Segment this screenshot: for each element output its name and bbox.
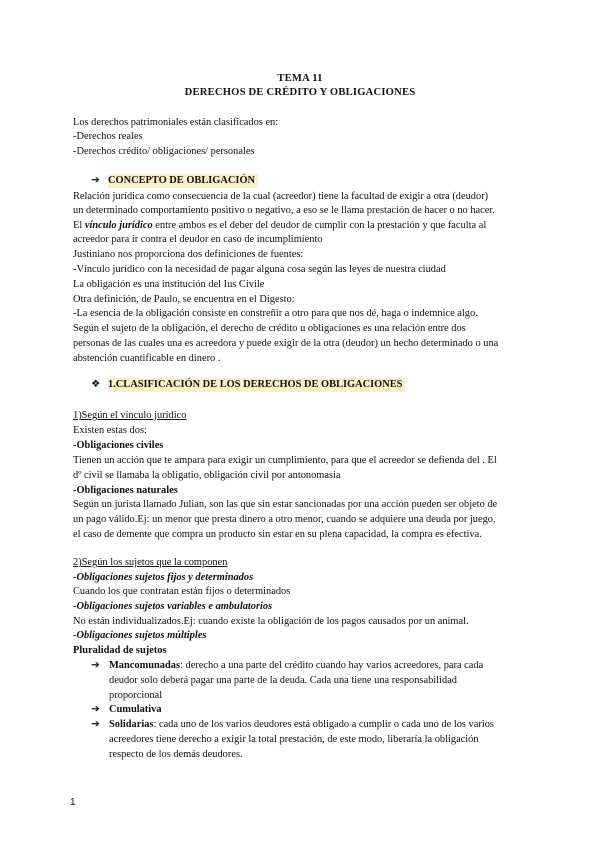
paragraph-line: Según el sujeto de la obligación, el derecho de crédito u obligaciones es una relación entre dos	[73, 323, 466, 334]
bold-term: Obligaciones civiles	[76, 440, 164, 451]
bold-term: Cumulativa	[109, 704, 162, 715]
intro-line: -Derechos crédito/ obligaciones/ personales	[73, 146, 255, 157]
paragraph-line: un pago válido.Ej: un menor que presta dinero a otro menor, cuando se adquiere una deuda por juego,	[73, 514, 496, 525]
item-title	[73, 484, 178, 498]
subsection-heading: 1)Según el vínculo jurídico	[73, 410, 187, 421]
paragraph-line: acreedor para ir contra el deudor en caso de incumplimiento	[73, 234, 323, 245]
text-run: : derecho a una parte del crédito cuando hay varios acreedores, para cada	[180, 660, 484, 671]
list-item-cont: proporcional	[109, 690, 163, 701]
paragraph-line: La obligación es una institución del Ius Civile	[73, 279, 265, 290]
diamond-bullet-icon: ❖	[91, 379, 101, 390]
page-number: 1	[70, 797, 76, 808]
item-title	[73, 629, 206, 643]
list-item	[109, 659, 483, 673]
title-line-2: DERECHOS DE CRÉDITO Y OBLIGACIONES	[184, 87, 416, 98]
paragraph-line: Existen estas dos:	[73, 425, 147, 436]
subsection-heading: 2)Según los sujetos que la componen	[73, 557, 228, 568]
text-run: entre ambos es el deber del deudor de cumplir con la prestación y que faculta al	[152, 220, 487, 231]
section-heading: CONCEPTO DE OBLIGACIÓN	[108, 174, 258, 188]
paragraph-line: personas de las cuales una es acreedora y puede exigir de la otra (deudor) un hecho determinado o una	[73, 338, 499, 349]
bold-term: Obligaciones naturales	[76, 485, 178, 496]
text-run: El	[73, 220, 85, 231]
intro-line: Los derechos patrimoniales están clasificados en:	[73, 117, 279, 128]
paragraph-line: -Vínculo jurídico con la necesidad de pagar alguna cosa según las leyes de nuestra ciudad	[73, 264, 446, 275]
title-line-1: TEMA 11	[277, 73, 323, 84]
paragraph-line: Otra definición, de Paulo, se encuentra en el Digesto:	[73, 294, 295, 305]
arrow-icon: ➔	[91, 175, 100, 186]
item-title	[73, 644, 167, 658]
list-item	[109, 703, 162, 717]
section-heading: 1.CLASIFICACIÓN DE LOS DERECHOS DE OBLIGACIONES	[108, 378, 405, 392]
dash: -	[73, 601, 77, 612]
paragraph-line: el caso de demente que compra un producto sin estar en su plena capacidad, la compra es efectiva.	[73, 529, 482, 540]
arrow-icon: ➔	[91, 660, 100, 671]
bold-term: Obligaciones sujetos variables e ambulatorios	[76, 601, 273, 612]
arrow-icon: ➔	[91, 704, 100, 715]
paragraph-line: dº civil se llamaba la obligatio, obligación civil por antonomasia	[73, 470, 341, 481]
item-title	[73, 600, 272, 614]
item-title	[73, 571, 253, 585]
dash: -	[73, 440, 77, 451]
paragraph-line: No están individualizados.Ej: cuando existe la obligación de los pagos causados por un animal.	[73, 616, 469, 627]
list-item-cont: deudor solo deberá pagar una parte de la deuda. Cada una tiene una responsabilidad	[109, 675, 457, 686]
bold-term: Mancomunadas	[109, 660, 181, 671]
bold-term: vínculo jurídico	[84, 220, 153, 231]
list-item	[109, 718, 494, 732]
arrow-icon: ➔	[91, 719, 100, 730]
paragraph-line: Cuando los que contratan están fijos o determinados	[73, 586, 291, 597]
dash: -	[73, 572, 77, 583]
dash: -	[73, 630, 77, 641]
bold-term: Pluralidad de sujetos	[73, 645, 167, 656]
bold-term: Obligaciones sujetos fijos y determinados	[76, 572, 254, 583]
list-item-cont: respecto de los demás deudores.	[109, 749, 243, 760]
dash: -	[73, 485, 77, 496]
paragraph-line: un determinado comportamiento positivo o negativo, a eso se le llama prestación de hacer o no hacer.	[73, 205, 495, 216]
paragraph-line: Relación jurídica como consecuencia de la cual (acreedor) tiene la facultad de exigir a otra (deudor)	[73, 191, 489, 202]
paragraph-line: abstención cuantificable en dinero .	[73, 353, 221, 364]
bold-term: Solidarias	[109, 719, 154, 730]
intro-line: -Derechos reales	[73, 131, 143, 142]
paragraph-line: Justiniano nos proporciona dos definiciones de fuentes:	[73, 249, 304, 260]
list-item-cont: acreedores tiene derecho a exigir la total prestación, de este modo, liberaría la obligación	[109, 734, 479, 745]
item-title	[73, 439, 163, 453]
paragraph-line: Según un jurista llamado Julian, son las que sin estar sancionadas por una acción pueden ser objeto de	[73, 499, 498, 510]
paragraph-line: Tienen un acción que te ampara para exigir un cumplimiento, para que el acreedor se defienda del . El	[73, 455, 497, 466]
paragraph-line: -La esencia de la obligación consiste en constreñir a otro para que nos dé, haga o indemnice algo.	[73, 308, 478, 319]
bold-term: Obligaciones sujetos múltiples	[76, 630, 207, 641]
paragraph-line	[73, 219, 486, 233]
text-run: : cada uno de los varios deudores está obligado a cumplir o cada uno de los varios	[153, 719, 494, 730]
